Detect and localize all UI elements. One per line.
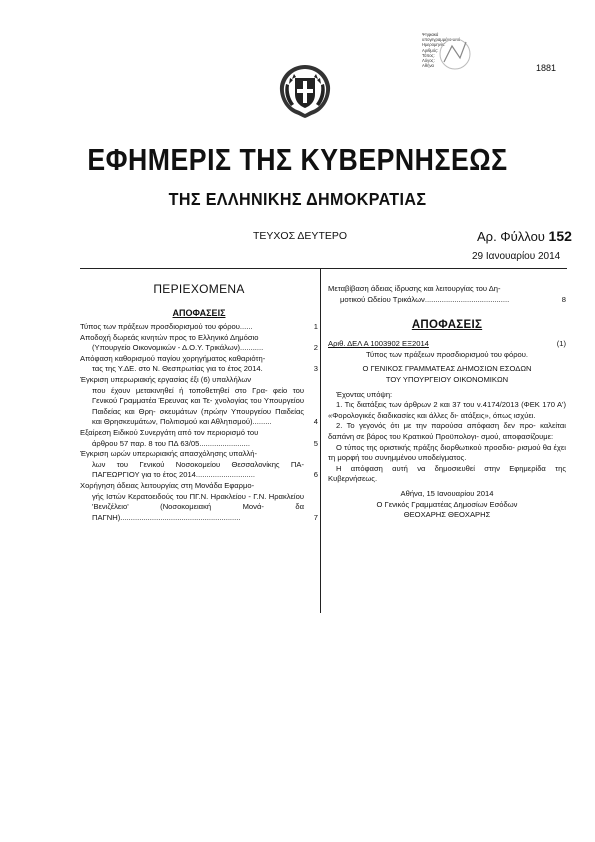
toc-item-text: Εξαίρεση Ειδικού Συνεργάτη από τον περιορισμό του bbox=[80, 427, 259, 437]
stamp-line: υπογεγραμμένο από bbox=[422, 37, 461, 43]
decision-paragraph: Ο τύπος της οριστικής πράξης διορθωτικού προσδιο- ρισμού θα έχει τη μορφή του συνημμένου υποδείγματος. bbox=[328, 442, 566, 463]
authority-line: Ο ΓΕΝΙΚΟΣ ΓΡΑΜΜΑΤΕΑΣ ΔΗΜΟΣΙΩΝ ΕΣΟΔΩΝ bbox=[362, 364, 532, 374]
signature-role: Ο Γενικός Γραμματέας Δημοσίων Εσόδων bbox=[376, 499, 518, 509]
considering-label: Έχοντας υπόψη: bbox=[336, 389, 393, 399]
stamp-line: Λόγος: bbox=[422, 58, 435, 64]
decisions-heading: ΑΠΟΦΑΣΕΙΣ bbox=[411, 319, 483, 332]
sheet-number bbox=[477, 228, 572, 244]
toc-item[interactable] bbox=[80, 481, 318, 523]
digital-signature-stamp bbox=[422, 32, 480, 76]
stamp-line: Αριθμός: bbox=[422, 47, 439, 53]
decision-subject: Τύπος των πράξεων προσδιορισμού του φόρου. bbox=[365, 349, 529, 359]
stamp-line: Τόπος: bbox=[422, 52, 435, 58]
toc-item[interactable] bbox=[328, 284, 566, 305]
sheet-label: Αρ. Φύλλου bbox=[477, 229, 545, 244]
gazette-subtitle: ΤΗΣ ΕΛΛΗΝΙΚΗΣ ΔΗΜΟΚΡΑΤΙΑΣ bbox=[168, 189, 427, 209]
sheet-number-value: 152 bbox=[548, 228, 572, 244]
signature-place-date: Αθήνα, 15 Ιανουαρίου 2014 bbox=[400, 488, 494, 498]
stamp-line: Ψηφιακά bbox=[422, 32, 439, 37]
decision-paragraph: 2. Το γεγονός ότι με την παρούσα απόφαση δεν προ- καλείται δαπάνη σε βάρος του Κρατικού Προϋπολογι- σμού, αποφασίζουμε: bbox=[328, 421, 566, 441]
toc-item[interactable] bbox=[80, 428, 318, 449]
toc-item-continuation: γής Ιστών Κερατοειδούς του ΠΓ.Ν. Ηρακλείου - Γ.Ν. Ηρακλείου 'Βενιζέλειο' (Νοσοκομειακή Μονά- δα ΠΑΓΝΗ)......................................................... bbox=[92, 491, 304, 522]
toc-item-page: 3 bbox=[313, 364, 318, 374]
toc-item-continuation: μοτικού Ωδείου Τρικάλων........................................ bbox=[340, 294, 510, 304]
toc-item-page: 7 bbox=[313, 512, 318, 522]
stamp-line: Αθήνα bbox=[422, 63, 434, 69]
toc-item-text: Έγκριση ωρών υπερωριακής απασχόλησης υπαλλή- bbox=[80, 449, 258, 459]
decision-reference bbox=[328, 339, 566, 350]
toc-item[interactable] bbox=[80, 322, 318, 333]
toc-item-page: 4 bbox=[313, 417, 318, 427]
toc-item-text: Έγκριση υπερωριακής εργασίας έξι (6) υπαλλήλων bbox=[80, 374, 252, 384]
right-column bbox=[328, 284, 566, 521]
toc-item-page: 5 bbox=[313, 438, 318, 448]
stamp-line: Ημερομηνία: bbox=[422, 42, 446, 48]
gazette-title: ΕΦΗΜΕΡΙΣ ΤΗΣ ΚΥΒΕΡΝΗΣΕΩΣ bbox=[87, 142, 508, 177]
toc-item-continuation: λων του Γενικού Νοσοκομείου Θεσσαλονίκης ΠΑ- ΠΑΓΕΩΡΓΙΟΥ για το έτος 2014............................ bbox=[92, 459, 304, 480]
toc-item-text: Απόφαση καθορισμού παγίου χορηγήματος καθαριότη- bbox=[80, 353, 266, 363]
toc-heading: ΠΕΡΙΕΧΟΜΕΝΑ bbox=[153, 282, 245, 296]
header-divider bbox=[80, 268, 567, 269]
toc-item-text: Χορήγηση άδειας λειτουργίας στη Μονάδα Εφαρμο- bbox=[80, 480, 255, 490]
toc-item-page: 1 bbox=[313, 322, 318, 331]
toc-item-text: Μεταβίβαση άδειας ίδρυσης και λειτουργίας του Δη- bbox=[328, 284, 501, 293]
greek-coat-of-arms-icon bbox=[276, 62, 334, 120]
authority-line: ΤΟΥ ΥΠΟΥΡΓΕΙΟΥ ΟΙΚΟΝΟΜΙΚΩΝ bbox=[385, 374, 509, 384]
toc-item-continuation: τας της Υ.ΔΕ. στο Ν. Θεσπρωτίας για το έτος 2014. bbox=[92, 364, 263, 374]
toc-item[interactable] bbox=[80, 449, 318, 481]
decision-number: (1) bbox=[556, 339, 566, 349]
toc-item-text: Τύπος των πράξεων προσδιορισμού του φόρου...... bbox=[80, 322, 253, 331]
page-number: 1881 bbox=[536, 63, 557, 73]
toc-item[interactable] bbox=[80, 354, 318, 375]
signature-mark-icon bbox=[422, 32, 480, 76]
decision-code: Αριθ. ΔΕΛ Α 1003902 ΕΞ2014 bbox=[328, 339, 429, 349]
toc-section-heading: ΑΠΟΦΑΣΕΙΣ bbox=[172, 308, 226, 318]
decision-paragraph: Η απόφαση αυτή να δημοσιευθεί στην Εφημερίδα της Κυβερνήσεως. bbox=[328, 463, 566, 484]
toc-item-continuation: (Υπουργείο Οικονομικών - Δ.Ο.Υ. Τρικάλων)........... bbox=[92, 343, 264, 353]
table-of-contents bbox=[80, 272, 318, 523]
toc-item[interactable] bbox=[80, 333, 318, 354]
issue-label: ΤΕΥΧΟΣ ΔΕΥΤΕΡΟ bbox=[253, 230, 348, 242]
publication-date: 29 Ιανουαρίου 2014 bbox=[472, 251, 561, 262]
signature-name: ΘΕΟΧΑΡΗΣ ΘΕΟΧΑΡΗΣ bbox=[403, 510, 491, 520]
toc-item-continuation: άρθρου 57 παρ. 8 του ΠΔ 63/05........................ bbox=[92, 438, 250, 448]
toc-item-page: 8 bbox=[561, 294, 566, 304]
toc-item-continuation: που έχουν μετακινηθεί ή τοποθετηθεί στο Γρα- φείο του Γενικού Γραμματέα Έρευνας και Τε- χνολογίας του Υπουργείου Παιδείας και Θρη- σκευμάτων (πρώην Υπουργείου Παιδείας και Θρησκευμάτων, Πολιτισμού και Αθλητισμού)......... bbox=[92, 385, 304, 427]
decision-paragraph: 1. Τις διατάξεις των άρθρων 2 και 37 του ν.4174/2013 (ΦΕΚ 170 Α') «Φορολογικές διαδικασίες και άλλες δι- ατάξεις», όπως ισχύει. bbox=[328, 400, 566, 420]
toc-item-text: Αποδοχή δωρεάς κινητών προς το Ελληνικό Δημόσιο bbox=[80, 332, 259, 342]
column-divider bbox=[320, 268, 321, 613]
toc-item-page: 2 bbox=[313, 343, 318, 353]
toc-item-page: 6 bbox=[313, 470, 318, 480]
toc-item[interactable] bbox=[80, 375, 318, 428]
